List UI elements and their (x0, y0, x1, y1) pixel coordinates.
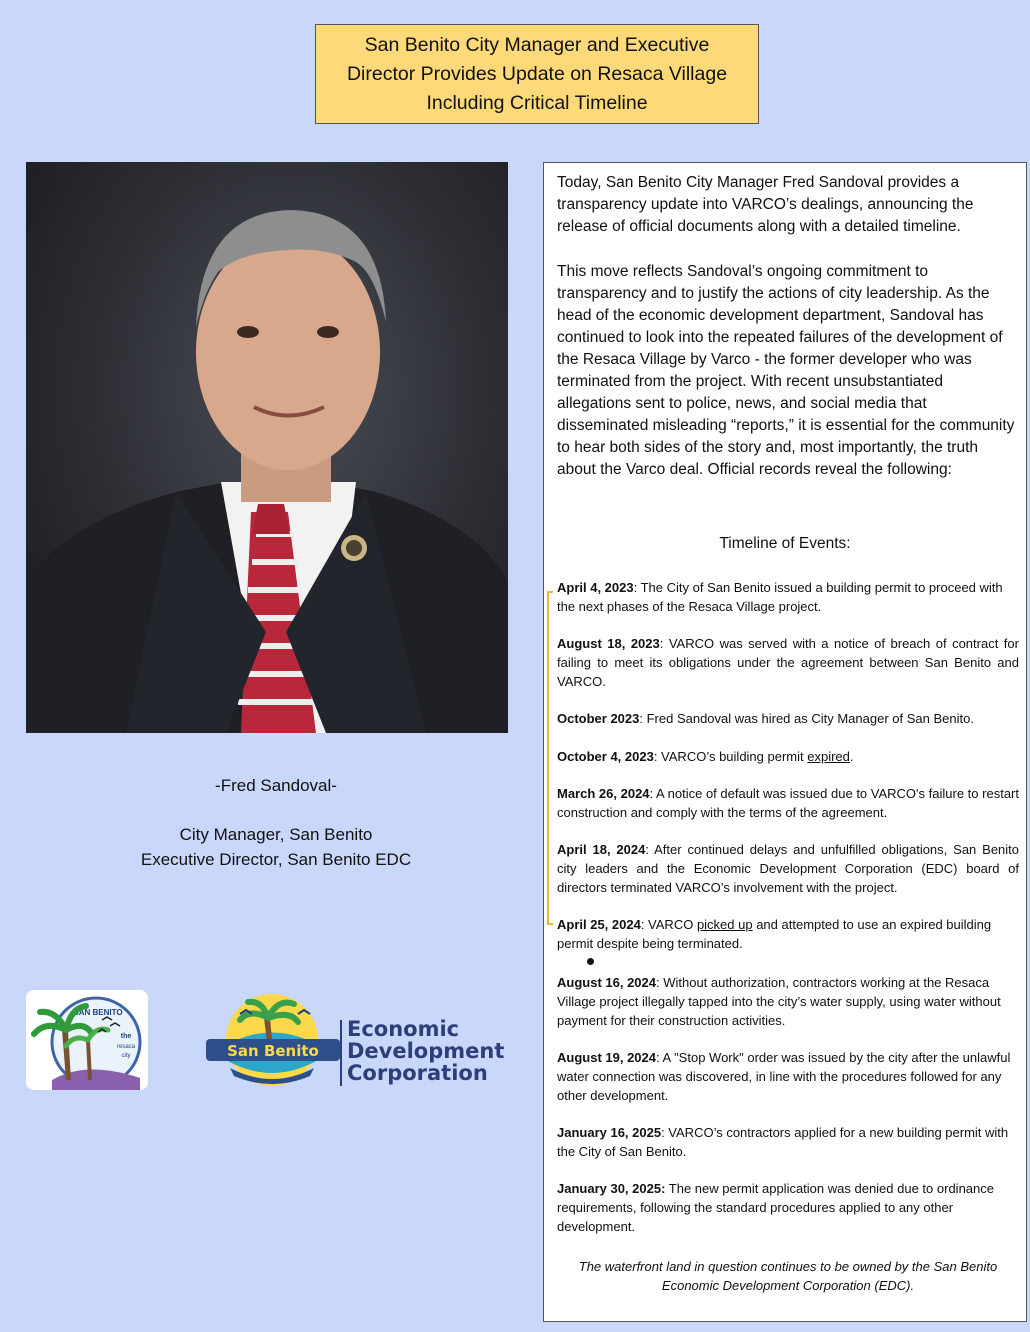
event-date: March 26, 2024 (557, 786, 650, 801)
timeline-event (557, 634, 1019, 691)
event-date: August 19, 2024 (557, 1050, 656, 1065)
event-date: October 4, 2023 (557, 749, 654, 764)
article-paragraph-1: Today, San Benito City Manager Fred Sandoval provides a transparency update into VARCO’s dealings, announcing the release of official documents along with a detailed timeline. (557, 174, 974, 235)
event-date: January 16, 2025 (557, 1125, 662, 1140)
headline-box (315, 24, 759, 124)
bullet-dot (587, 958, 594, 965)
event-text: : A notice of default was issued due to VARCO's failure to restart construction and comply with the terms of the agreement. (557, 786, 1019, 820)
timeline-bracket (547, 591, 553, 925)
edc-divider (340, 1020, 342, 1086)
event-text: : Fred Sandoval was hired as City Manager of San Benito. (639, 711, 974, 726)
article-paragraph-2: This move reflects Sandoval’s ongoing commitment to transparency and to justify the actions of city leadership. As the head of the economic development department, Sandoval has continued to look into the repeated failures of the development of the Resaca Village by Varco - the former developer who was terminated from the project. With recent unsubstantiated allegations sent to police, news, and social media that disseminated misleading “reports,” it is essential for the community to hear both sides of the story and, most importantly, the truth about the Varco deal. Official records reveal the following: (557, 263, 1015, 478)
city-logo-text-the: the (120, 1033, 132, 1040)
event-text: The new permit application was denied due to ordinance requirements, following the standard procedures applied to any other development. (557, 1181, 994, 1234)
event-text: : VARCO (640, 917, 697, 932)
event-text: : After continued delays and unfulfilled obligations, San Benito city leaders and the Economic Development Corporation (EDC) board of directors terminated VARCO’s involvement with the project. (557, 842, 1020, 895)
timeline-event (557, 1123, 1019, 1161)
timeline-heading: Timeline of Events: (719, 535, 851, 552)
article-panel (543, 162, 1027, 1322)
event-date: April 18, 2024 (557, 842, 646, 857)
event-underlined-text: expired (807, 749, 850, 764)
event-text: : Without authorization, contractors working at the Resaca Village project illegally tapped into the city’s water supply, using water without payment for their construction activities. (557, 975, 1001, 1028)
event-date: January 30, 2025: (557, 1181, 666, 1196)
resaca-city-logo-graphic (26, 990, 148, 1090)
san-benito-edc-logo (200, 990, 520, 1090)
closing-statement: The waterfront land in question continues to be owned by the San Benito Economic Development Corporation (EDC). (578, 1259, 998, 1293)
event-text: : VARCO was served with a notice of breach of contract for failing to meet its obligations under the agreement between San Benito and VARCO. (557, 636, 1019, 689)
city-logo-top-text: SAN BENITO (73, 1008, 123, 1017)
san-benito-city-logo (26, 990, 148, 1090)
headline-line-3: Including Critical Timeline (426, 91, 648, 114)
event-date: October 2023 (557, 711, 640, 726)
event-underlined-text: picked up (696, 917, 753, 932)
edc-logo-graphic (200, 990, 345, 1090)
event-date: April 4, 2023 (557, 580, 634, 595)
edc-word-development: Development (347, 1039, 505, 1063)
portrait-photo (26, 162, 508, 733)
caption-role-executive-director: Executive Director, San Benito EDC (140, 850, 412, 869)
event-date: August 16, 2024 (557, 975, 656, 990)
city-logo-text-resaca: resaca (116, 1044, 136, 1050)
headline-line-1: San Benito City Manager and Executive (364, 33, 710, 56)
event-text-end: . (849, 749, 854, 764)
timeline-event (557, 915, 1019, 953)
city-logo-text-city: city (121, 1053, 131, 1059)
timeline-event (557, 709, 1019, 728)
event-text-end: and attempted to use an expired building permit despite being terminated. (557, 917, 992, 951)
headline (347, 31, 727, 118)
timeline-event (557, 1179, 1019, 1236)
portrait-illustration (26, 162, 508, 733)
timeline-event (557, 973, 1019, 1030)
event-date: April 25, 2024 (557, 917, 641, 932)
edc-wordmark (347, 1018, 504, 1084)
event-text: : A "Stop Work" order was issued by the city after the unlawful water connection was discovered, in line with the procedures followed for any other development. (557, 1050, 1011, 1103)
headline-line-2: Director Provides Update on Resaca Village (346, 62, 728, 85)
caption-role-city-manager: City Manager, San Benito (179, 825, 373, 844)
edc-word-economic: Economic (347, 1017, 460, 1041)
edc-badge-text: San Benito (227, 1042, 319, 1060)
timeline-event (557, 840, 1019, 897)
event-text: : VARCO’s building permit (653, 749, 808, 764)
event-text: : The City of San Benito issued a building permit to proceed with the next phases of the Resaca Village project. (557, 580, 1003, 614)
caption-name: -Fred Sandoval- (215, 776, 337, 795)
timeline-event (557, 747, 1019, 766)
event-text: : VARCO’s contractors applied for a new building permit with the City of San Benito. (557, 1125, 1009, 1159)
event-date: August 18, 2023 (557, 636, 660, 651)
timeline-event (557, 1048, 1019, 1105)
edc-word-corporation: Corporation (347, 1061, 488, 1085)
timeline-event (557, 784, 1019, 822)
timeline-event (557, 578, 1019, 616)
